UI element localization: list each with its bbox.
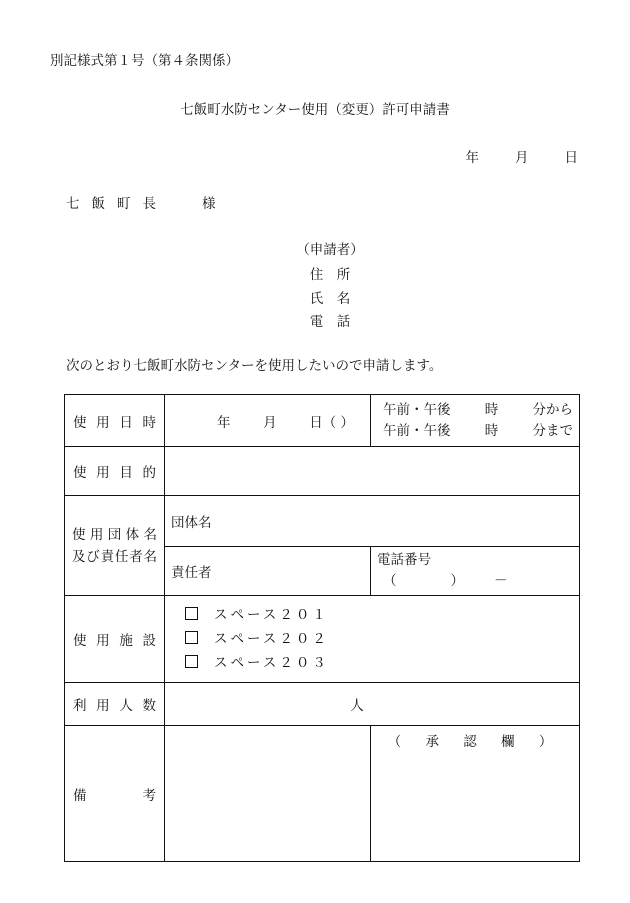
- label-char: 使: [72, 526, 86, 543]
- form-number: 別記様式第１号（第４条関係）: [50, 53, 239, 69]
- addressee-char: 七: [66, 196, 92, 212]
- minute-to-label: 分まで: [532, 422, 573, 439]
- checkbox[interactable]: [185, 655, 198, 668]
- usage-time-field[interactable]: [371, 395, 580, 447]
- facility-options: [165, 596, 580, 683]
- label-char: 任: [114, 548, 129, 565]
- row-users: [65, 683, 580, 726]
- date-year: 年: [465, 150, 479, 166]
- date-day-label: 日（ ）: [309, 414, 354, 431]
- group-name-label: 団体名: [171, 515, 212, 531]
- label-char: 人: [119, 698, 133, 714]
- date-month-label: 月: [263, 414, 277, 431]
- phone-format: [377, 571, 579, 592]
- label-char: 用: [89, 526, 104, 543]
- label-char: 名: [143, 548, 157, 565]
- ampm-label: 午前・午後: [383, 401, 451, 418]
- dash: －: [494, 573, 508, 589]
- facility-option[interactable]: [165, 627, 579, 651]
- label-char: 数: [142, 698, 156, 714]
- label-char: 設: [142, 633, 156, 649]
- approval-label: （ 承 認 欄 ）: [387, 734, 563, 750]
- facility-option[interactable]: [165, 603, 579, 627]
- checkbox[interactable]: [185, 607, 198, 620]
- label-char: 使: [73, 465, 87, 481]
- remarks-field[interactable]: [165, 726, 371, 862]
- users-unit: 人: [350, 698, 364, 714]
- label-char: 名: [143, 526, 157, 543]
- phone-number-field[interactable]: [371, 547, 580, 596]
- label-char: 用: [96, 465, 110, 481]
- purpose-field[interactable]: [165, 447, 580, 496]
- date-year-label: 年: [217, 414, 231, 431]
- label-char: 責: [100, 548, 115, 565]
- label-char: 及: [72, 548, 86, 565]
- label-facility: [65, 596, 165, 683]
- page-title: 七飯町水防センター使用（変更）許可申請書: [180, 102, 450, 118]
- label-char: 使: [73, 414, 87, 431]
- applicant-name-label: 氏 名: [309, 291, 351, 307]
- label-char: 体: [125, 526, 140, 543]
- label-char: 備: [73, 787, 87, 804]
- hour-label: 時: [484, 422, 499, 439]
- approval-field: [371, 726, 580, 862]
- label-remarks: [65, 726, 165, 862]
- ampm-label: 午前・午後: [383, 422, 451, 439]
- label-char: 考: [142, 787, 156, 804]
- applicant-address-label: 住 所: [309, 267, 351, 283]
- label-char: 的: [142, 465, 156, 481]
- label-char: 目: [119, 465, 133, 481]
- applicant-heading: （申請者）: [296, 242, 364, 258]
- time-to: [383, 421, 573, 442]
- addressee-char: 町: [117, 196, 143, 212]
- paren-close: ）: [450, 573, 464, 589]
- hour-label: 時: [484, 401, 499, 418]
- users-field[interactable]: [165, 683, 580, 726]
- row-usage-datetime: [65, 395, 580, 447]
- applicant-phone-label: 電 話: [309, 314, 351, 330]
- application-form-table: [64, 394, 580, 862]
- usage-date-field[interactable]: [165, 395, 371, 447]
- label-usage-datetime: [65, 395, 165, 447]
- row-purpose: [65, 447, 580, 496]
- date-line: [466, 146, 579, 166]
- facility-option[interactable]: [165, 651, 579, 675]
- checkbox[interactable]: [185, 631, 198, 644]
- label-users: [65, 683, 165, 726]
- label-char: 日: [119, 414, 133, 431]
- label-char: 者: [129, 548, 143, 565]
- row-remarks: [65, 726, 580, 862]
- row-facility: [65, 596, 580, 683]
- responsible-label: 責任者: [171, 565, 212, 581]
- label-char: 用: [96, 633, 110, 649]
- minute-from-label: 分から: [532, 401, 573, 418]
- label-char: 用: [96, 414, 110, 431]
- paren-open: （: [383, 573, 397, 589]
- date-month: 月: [515, 150, 529, 166]
- addressee-suffix: 様: [202, 196, 216, 212]
- addressee-char: 長: [142, 196, 168, 212]
- facility-option-label: スペース２０１: [214, 607, 329, 623]
- label-group: [65, 496, 165, 596]
- row-group-name: [65, 496, 580, 547]
- label-char: 利: [73, 698, 87, 714]
- label-char: び: [86, 548, 100, 565]
- label-purpose: [65, 447, 165, 496]
- facility-option-label: スペース２０２: [214, 631, 329, 647]
- time-from: [383, 400, 573, 421]
- addressee: [66, 192, 216, 212]
- addressee-char: 飯: [91, 196, 117, 212]
- facility-option-label: スペース２０３: [214, 655, 329, 671]
- label-char: 時: [142, 414, 156, 431]
- label-char: 使: [73, 633, 87, 649]
- intro-text: 次のとおり七飯町水防センターを使用したいので申請します。: [66, 358, 443, 374]
- label-char: 団: [107, 526, 122, 543]
- group-name-field[interactable]: [165, 496, 580, 547]
- label-char: 用: [96, 698, 110, 714]
- label-char: 施: [119, 633, 133, 649]
- phone-number-label: 電話番号: [377, 552, 431, 568]
- responsible-field[interactable]: [165, 547, 371, 596]
- date-day: 日: [564, 150, 578, 166]
